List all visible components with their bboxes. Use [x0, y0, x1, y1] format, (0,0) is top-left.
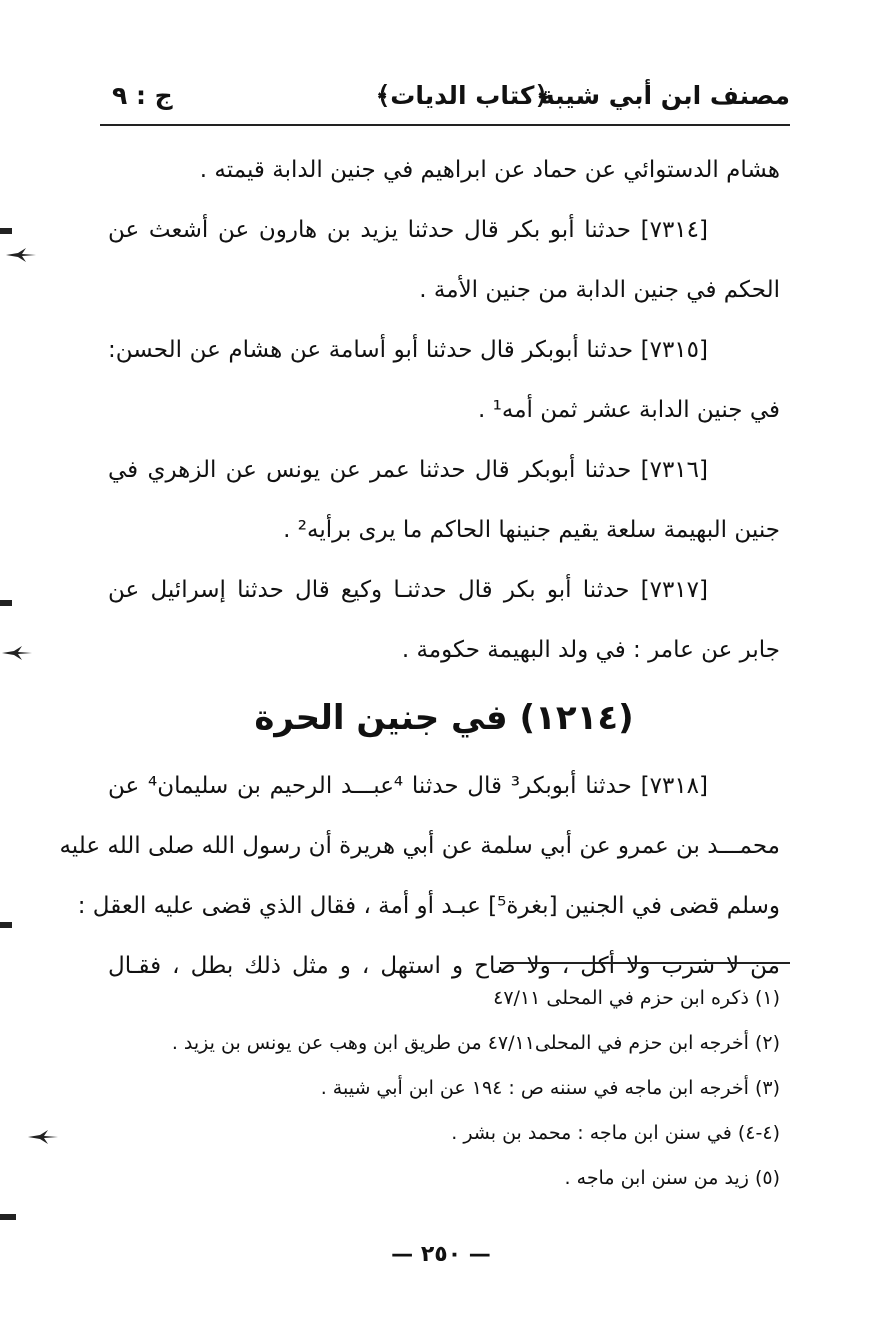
section-title: (١٢١٤) في جنين الحرة: [254, 698, 634, 738]
page-header: [100, 72, 790, 124]
margin-mark: [0, 228, 12, 234]
margin-mark: [0, 600, 12, 606]
margin-bird-icon: [26, 1128, 60, 1146]
footnote-4: (٤-٤) في سنن ابن ماجه : محمد بن بشر .: [451, 1122, 780, 1144]
volume-number: ج : ٩: [112, 81, 173, 110]
footnote-5: (٥) زيد من سنن ابن ماجه .: [564, 1167, 780, 1189]
margin-bird-icon: [0, 644, 34, 662]
margin-bird-icon: [4, 246, 38, 264]
header-divider: [100, 124, 790, 126]
footnote-1: (١) ذكره ابن حزم في المحلى ٤٧/١١: [493, 987, 780, 1009]
text-line: الحكم في جنين الدابة من جنين الأمة .: [419, 277, 780, 303]
main-text: [59, 140, 780, 996]
text-line: هشام الدستوائي عن حماد عن ابراهيم في جنين الدابة قيمته .: [199, 157, 780, 183]
hadith-7314: [٧٣١٤] حدثنا أبو بكر قال حدثنا يزيد بن هارون عن أشعث عن: [108, 217, 708, 243]
hadith-7316: [٧٣١٦] حدثنا أبوبكر قال حدثنا عمر عن يونس عن الزهري في: [108, 457, 708, 483]
book-title: مصنف ابن أبي شيبة: [539, 81, 790, 110]
text-line: جابر عن عامر : في ولد البهيمة حكومة .: [401, 637, 780, 663]
margin-mark: [0, 1214, 16, 1220]
text-line: محمـــد بن عمرو عن أبي سلمة عن أبي هريرة أن رسول الله صلى الله عليه: [59, 833, 780, 859]
footnotes: [108, 976, 780, 1201]
text-line: وسلم قضى في الجنين [بغرة⁵] عبـد أو أمة ، فقال الذي قضى عليه العقل :: [77, 893, 780, 919]
chapter-title: ﴿كتاب الديات﴾: [375, 81, 550, 110]
hadith-7315: [٧٣١٥] حدثنا أبوبكر قال حدثنا أبو أسامة عن هشام عن الحسن:: [108, 337, 708, 363]
hadith-7317: [٧٣١٧] حدثنا أبو بكر قال حدثنـا وكيع قال حدثنا إسرائيل عن: [108, 577, 708, 603]
text-line: جنين البهيمة سلعة يقيم جنينها الحاكم ما يرى برأيه² .: [283, 517, 780, 543]
margin-mark: [0, 922, 12, 928]
text-line: من لا شرب ولا أكل ، ولا صاح و استهل ، و مثل ذلك بطل ، فقـال: [108, 953, 780, 979]
footnote-2: (٢) أخرجه ابن حزم في المحلى٤٧/١١ من طريق ابن وهب عن يونس بن يزيد .: [171, 1032, 780, 1054]
hadith-7318: [٧٣١٨] حدثنا أبوبكر³ قال حدثنا ⁴عبـــد الرحيم بن سليمان⁴ عن: [108, 773, 709, 799]
footnote-divider: [500, 962, 790, 964]
footnote-3: (٣) أخرجه ابن ماجه في سننه ص : ١٩٤ عن ابن أبي شيبة .: [320, 1077, 780, 1099]
page-number: — ٢٥٠ —: [391, 1242, 491, 1267]
text-line: في جنين الدابة عشر ثمن أمه¹ .: [478, 397, 780, 423]
